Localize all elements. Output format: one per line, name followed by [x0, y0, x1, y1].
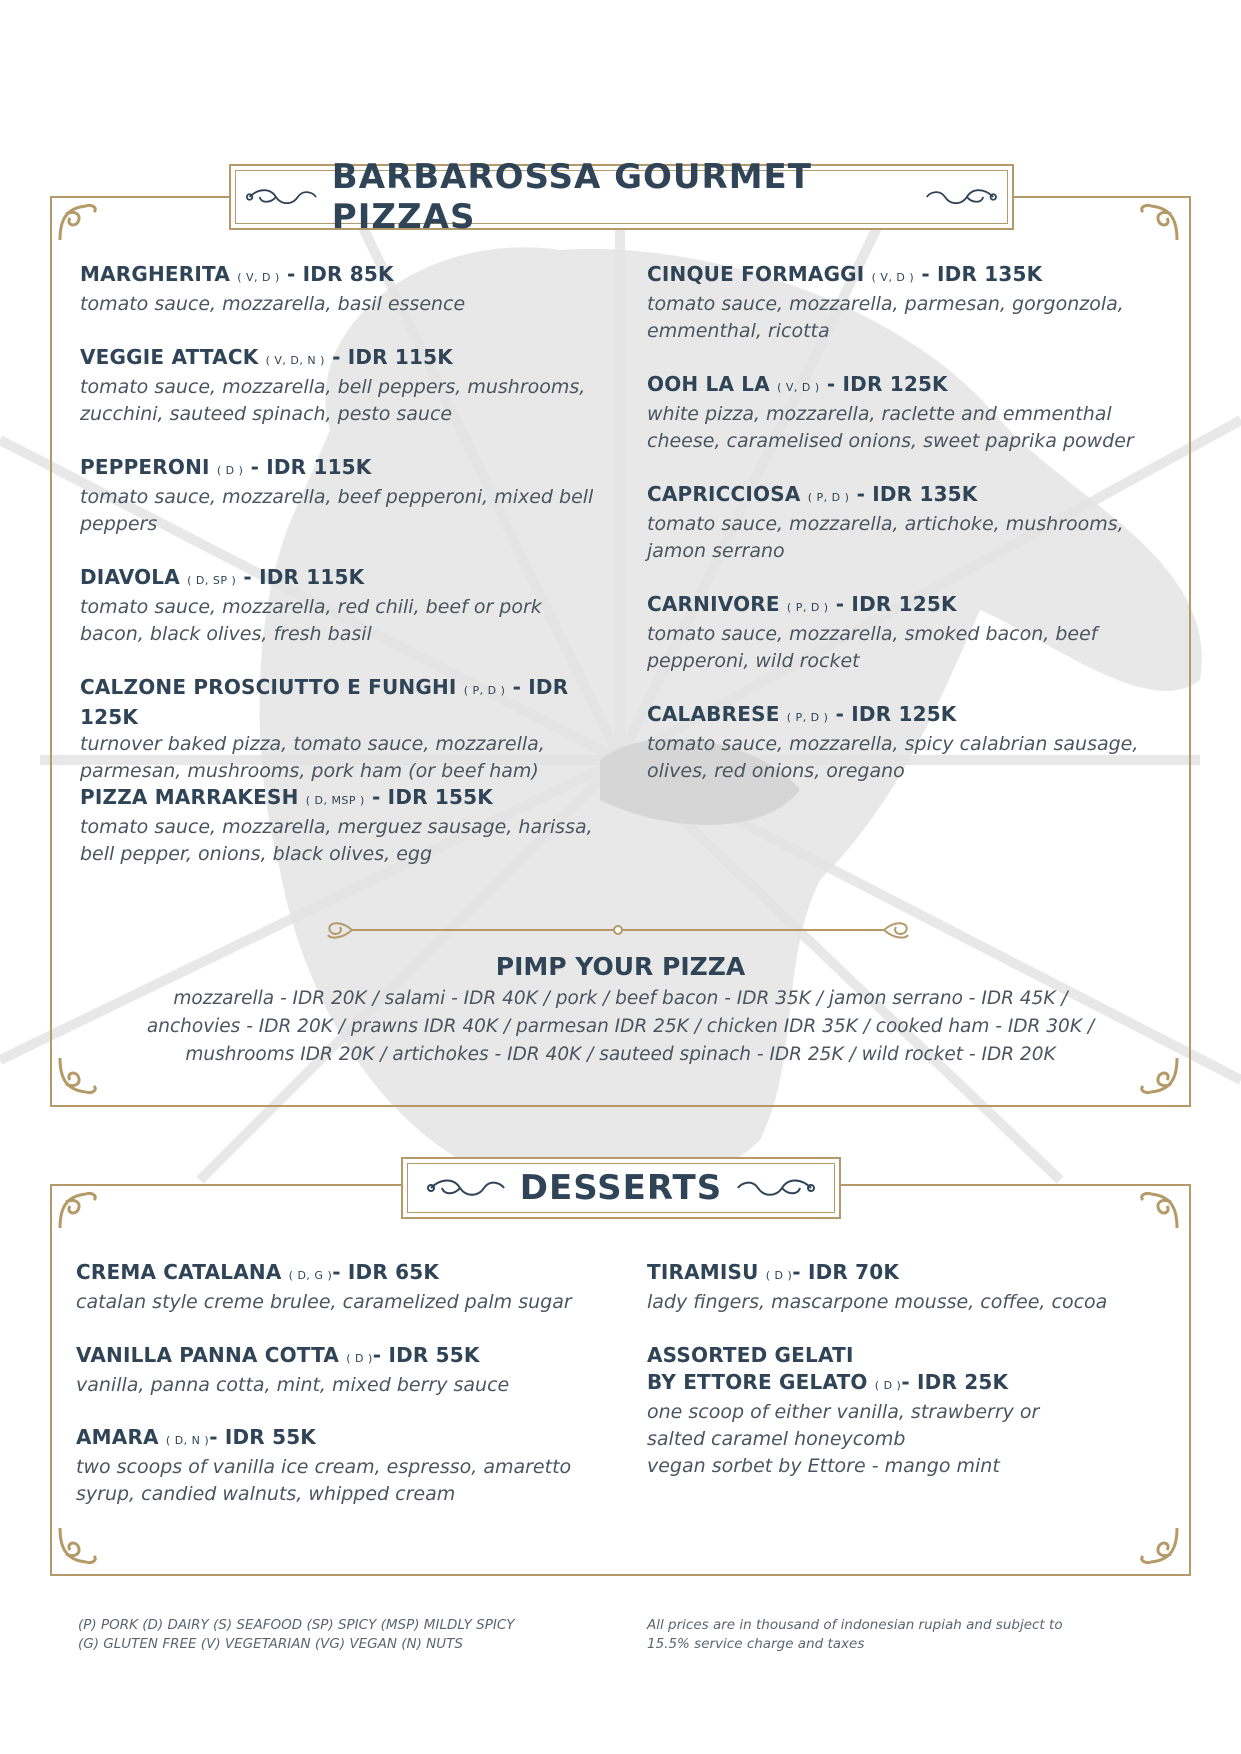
menu-item: CALABRESE ( P, D ) - IDR 125K tomato sauce, mozzarella, spicy calabrian sausage, olives, red onions, oregano [647, 702, 1139, 782]
corner-ornament-icon [1135, 200, 1181, 246]
pizza-section-title: BARBAROSSA GOURMET PIZZAS [331, 157, 812, 237]
menu-item: MARGHERITA ( V, D ) - IDR 85K tomato sauce, mozzarella, basil essence [80, 262, 466, 315]
menu-item: DIAVOLA ( D, SP ) - IDR 115K tomato sauce, mozzarella, red chili, beef or pork bacon, black olives, fresh basil [80, 565, 542, 645]
corner-ornament-icon [56, 200, 102, 246]
extra-toppings-line: mushrooms IDR 20K / artichokes - IDR 40K / sauteed spinach - IDR 25K / wild rocket - IDR 20K [185, 1044, 1056, 1065]
corner-ornament-icon [56, 1052, 102, 1098]
corner-ornament-icon [1135, 1188, 1181, 1234]
flourish-left-icon [245, 184, 318, 210]
corner-ornament-icon [56, 1522, 102, 1568]
menu-item: CAPRICCIOSA ( P, D ) - IDR 135K tomato sauce, mozzarella, artichoke, mushrooms, jamon serrano [647, 482, 1124, 562]
pimp-your-pizza-list [110, 985, 1131, 1069]
pimp-your-pizza-title: PIMP YOUR PIZZA [495, 952, 746, 981]
corner-ornament-icon [56, 1188, 102, 1234]
menu-item: VEGGIE ATTACK ( V, D, N ) - IDR 115K tomato sauce, mozzarella, bell peppers, mushrooms, zucchini, sauteed spinach, pesto sauce [80, 345, 586, 425]
menu-item: ASSORTED GELATI BY ETTORE GELATO ( D )- IDR 25K one scoop of either vanilla, strawberry or salted caramel honeycomb vegan sorbet by Ettore - mango mint [647, 1343, 1040, 1477]
menu-item: AMARA ( D, N )- IDR 55K two scoops of vanilla ice cream, espresso, amaretto syrup, candied walnuts, whipped cream [76, 1425, 572, 1505]
menu-item: PIZZA MARRAKESH ( D, MSP ) - IDR 155K tomato sauce, mozzarella, merguez sausage, harissa, bell pepper, onions, black olives, egg [80, 785, 593, 865]
menu-item: CREMA CATALANA ( D, G )- IDR 65K catalan style creme brulee, caramelized palm sugar [76, 1260, 572, 1313]
menu-item: TIRAMISU ( D )- IDR 70K lady fingers, mascarpone mousse, coffee, cocoa [647, 1260, 1108, 1313]
menu-item: OOH LA LA ( V, D ) - IDR 125K white pizza, mozzarella, raclette and emmenthal cheese, caramelised onions, sweet paprika powder [647, 372, 1134, 452]
desserts-title-box [401, 1157, 841, 1219]
menu-item: VANILLA PANNA COTTA ( D )- IDR 55K vanilla, panna cotta, mint, mixed berry sauce [76, 1343, 510, 1396]
extra-toppings-line: anchovies - IDR 20K / prawns IDR 40K / parmesan IDR 25K / chicken IDR 35K / cooked ham - IDR 30K / [146, 1016, 1095, 1037]
corner-ornament-icon [1135, 1052, 1181, 1098]
flourish-right-icon [925, 184, 998, 210]
corner-ornament-icon [1135, 1522, 1181, 1568]
flourish-left-icon [426, 1175, 506, 1201]
allergen-legend: (P) PORK (D) DAIRY (S) SEAFOOD (SP) SPICY (MSP) MILDLY SPICY (G) GLUTEN FREE (V) VEGETARIAN (VG) VEGAN (N) NUTS [78, 1617, 515, 1652]
menu-item: CALZONE PROSCIUTTO E FUNGHI ( P, D ) - IDR 125K turnover baked pizza, tomato sauce, mozzarella, parmesan, mushrooms, pork ham (or beef ham) [80, 675, 569, 782]
desserts-section-title: DESSERTS [519, 1168, 723, 1208]
pizza-title-box [229, 157, 1014, 237]
extra-toppings-line: mozzarella - IDR 20K / salami - IDR 40K / pork / beef bacon - IDR 35K / jamon serrano - IDR 45K / [173, 988, 1068, 1009]
menu-item: CARNIVORE ( P, D ) - IDR 125K tomato sauce, mozzarella, smoked bacon, beef pepperoni, wild rocket [647, 592, 1098, 672]
menu-item: CINQUE FORMAGGI ( V, D ) - IDR 135K tomato sauce, mozzarella, parmesan, gorgonzola, emmenthal, ricotta [647, 262, 1124, 342]
flourish-right-icon [736, 1175, 816, 1201]
menu-item: PEPPERONI ( D ) - IDR 115K tomato sauce, mozzarella, beef pepperoni, mixed bell peppers [80, 455, 594, 535]
price-note: All prices are in thousand of indonesian rupiah and subject to 15.5% service charge and taxes [647, 1617, 1063, 1652]
ornamental-divider [322, 915, 914, 945]
